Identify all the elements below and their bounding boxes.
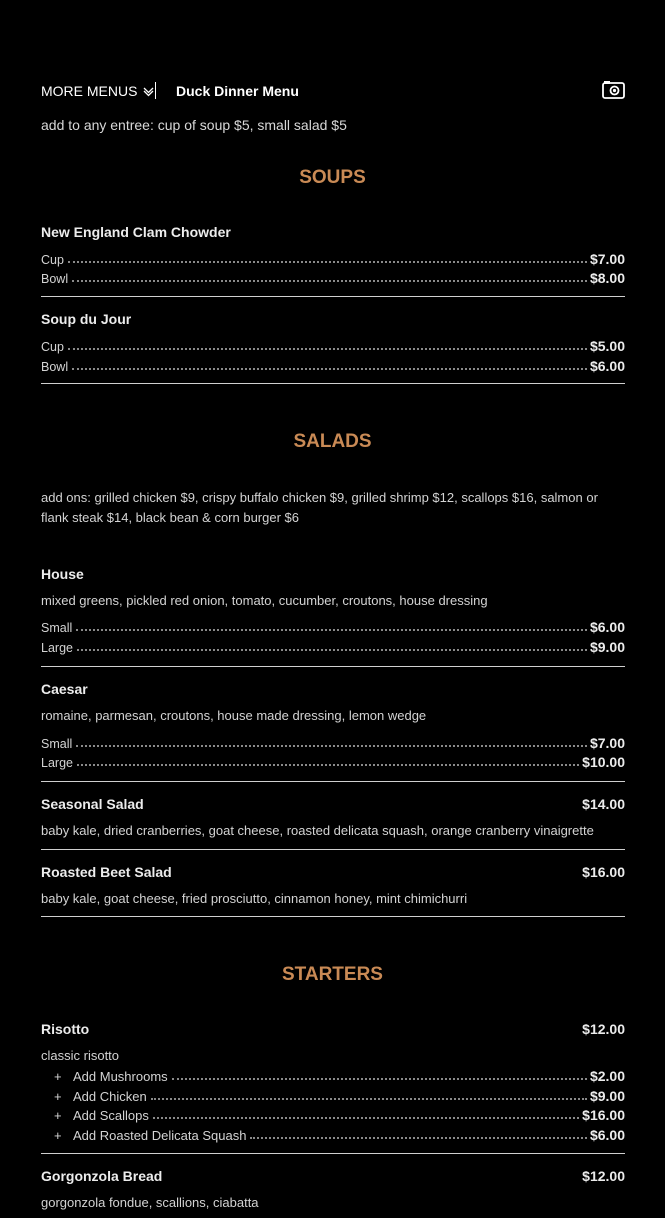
item-name: Roasted Beet Salad (41, 864, 172, 880)
more-menus-button[interactable] (41, 83, 154, 99)
item-description: baby kale, goat cheese, fried prosciutto, cinnamon honey, mint chimichurri (41, 891, 468, 906)
leader-dots (76, 629, 587, 631)
current-menu-title: Duck Dinner Menu (176, 83, 299, 99)
plus-icon: + (54, 1089, 62, 1104)
price-option-row (41, 336, 625, 354)
camera-icon[interactable] (602, 80, 625, 99)
option-price: $6.00 (589, 358, 625, 374)
leader-dots (250, 1137, 587, 1139)
item-name: Risotto (41, 1021, 90, 1037)
addon-label: Add Mushrooms (73, 1069, 168, 1084)
divider (41, 781, 625, 782)
item-name: Gorgonzola Bread (41, 1168, 163, 1184)
price-option-row (41, 637, 625, 655)
plus-icon: + (54, 1108, 62, 1123)
soups-section-title: SOUPS (299, 167, 366, 188)
divider (41, 916, 625, 917)
leader-dots (76, 745, 587, 747)
option-price: $8.00 (589, 270, 625, 286)
leader-dots (77, 764, 579, 766)
divider (41, 383, 625, 384)
header-divider (155, 82, 156, 99)
divider (41, 1153, 625, 1154)
salad-addons-note: add ons: grilled chicken $9, crispy buffalo chicken $9, grilled shrimp $12, scallops $16, salmon or flank steak $14, black bean & corn burger $6 (41, 490, 598, 525)
item-price: $14.00 (582, 796, 625, 812)
salads-section-title: SALADS (293, 431, 372, 452)
price-option-row (41, 249, 625, 267)
more-menus-label: MORE MENUS (41, 83, 138, 99)
option-label: Small (41, 737, 73, 751)
addon-price: $6.00 (589, 1127, 625, 1143)
leader-dots (77, 649, 587, 651)
item-name: Caesar (41, 681, 88, 697)
divider (41, 666, 625, 667)
starters-section-title: STARTERS (282, 964, 383, 985)
option-label: Large (41, 756, 73, 770)
option-price: $6.00 (589, 619, 625, 635)
item-description: gorgonzola fondue, scallions, ciabatta (41, 1195, 259, 1210)
leader-dots (72, 280, 587, 282)
option-price: $7.00 (589, 735, 625, 751)
leader-dots (172, 1078, 587, 1080)
addon-label: Add Roasted Delicata Squash (73, 1128, 247, 1143)
leader-dots (151, 1098, 587, 1100)
option-price: $5.00 (589, 338, 625, 354)
addon-label: Add Chicken (73, 1089, 147, 1104)
entree-addon-note: add to any entree: cup of soup $5, small salad $5 (41, 117, 347, 133)
divider (41, 849, 625, 850)
item-description: classic risotto (41, 1048, 120, 1063)
price-option-row (41, 733, 625, 751)
option-price: $10.00 (582, 754, 625, 770)
leader-dots (72, 368, 587, 370)
item-name: House (41, 566, 84, 582)
price-option-row (41, 617, 625, 635)
option-label: Bowl (41, 360, 69, 374)
option-price: $7.00 (589, 251, 625, 267)
addon-label: Add Scallops (73, 1108, 149, 1123)
chevron-down-icon (143, 86, 154, 97)
leader-dots (153, 1117, 579, 1119)
price-option-row (41, 752, 625, 770)
addon-price: $9.00 (589, 1088, 625, 1104)
option-label: Cup (41, 340, 64, 354)
price-option-row (41, 356, 625, 374)
item-name: Seasonal Salad (41, 796, 144, 812)
option-label: Bowl (41, 272, 69, 286)
addon-price: $2.00 (589, 1068, 625, 1084)
divider (41, 296, 625, 297)
plus-icon: + (54, 1128, 62, 1143)
addon-row (54, 1125, 625, 1143)
option-label: Small (41, 621, 73, 635)
addon-row (54, 1066, 625, 1084)
addon-price: $16.00 (582, 1107, 625, 1123)
price-option-row (41, 268, 625, 286)
menu-header (41, 80, 625, 102)
option-label: Cup (41, 253, 64, 267)
item-description: baby kale, dried cranberries, goat cheese, roasted delicata squash, orange cranberry vinaigrette (41, 823, 594, 838)
item-name: Soup du Jour (41, 311, 132, 327)
item-name: New England Clam Chowder (41, 224, 231, 240)
leader-dots (68, 348, 587, 350)
addon-row (54, 1086, 625, 1104)
option-label: Large (41, 641, 73, 655)
item-price: $16.00 (582, 864, 625, 880)
item-description: romaine, parmesan, croutons, house made dressing, lemon wedge (41, 708, 427, 723)
plus-icon: + (54, 1069, 62, 1084)
addon-row (54, 1105, 625, 1123)
item-description: mixed greens, pickled red onion, tomato, cucumber, croutons, house dressing (41, 593, 488, 608)
option-price: $9.00 (589, 639, 625, 655)
item-price: $12.00 (582, 1168, 625, 1184)
leader-dots (68, 261, 587, 263)
item-price: $12.00 (582, 1021, 625, 1037)
